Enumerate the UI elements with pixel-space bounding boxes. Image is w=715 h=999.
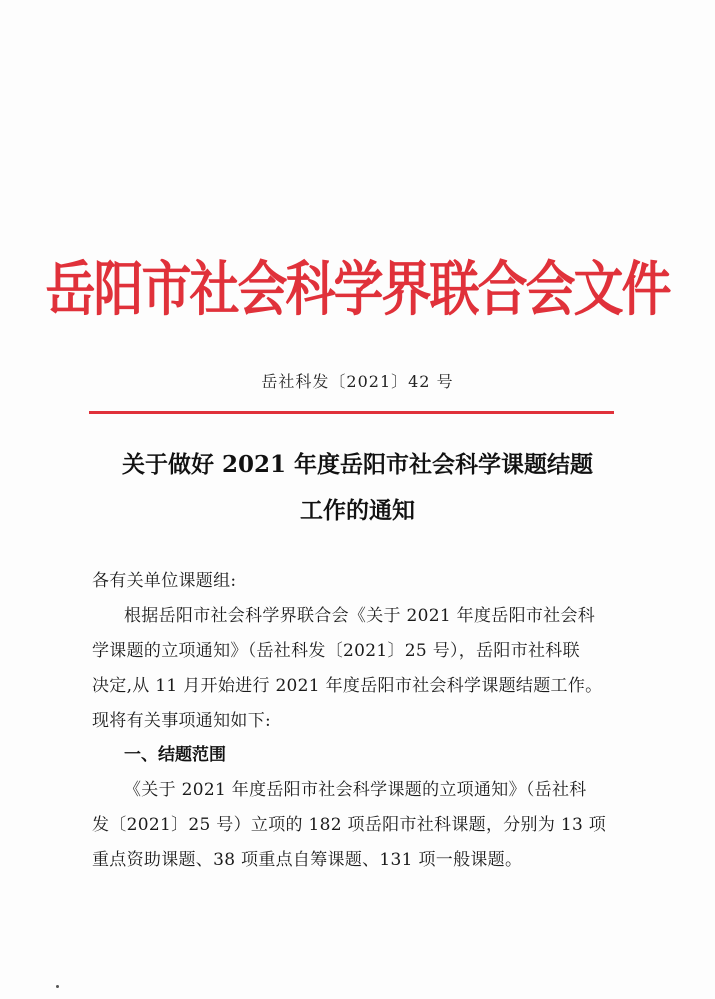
notice-title-line-1: 关于做好 2021 年度岳阳市社会科学课题结题 (121, 451, 594, 478)
paragraph-1-line-1: 根据岳阳市社会科学界联合会《关于 2021 年度岳阳市社会科 (124, 606, 596, 626)
paragraph-2-line-2: 发〔2021〕25 号）立项的 182 项岳阳市社科课题，分别为 13 项 (92, 815, 607, 835)
paragraph-2-line-1: 《关于 2021 年度岳阳市社会科学课题的立项通知》（岳社科 (124, 780, 587, 800)
red-divider-rule (89, 411, 614, 414)
salutation: 各有关单位课题组: (92, 571, 237, 591)
org-header-title: 岳阳市社会科学界联合会文件 (45, 254, 670, 324)
notice-title-line-2: 工作的通知 (300, 497, 415, 524)
section-1-heading: 一、结题范围 (124, 745, 226, 765)
paragraph-2-line-3: 重点资助课题、38 项重点自筹课题、131 项一般课题。 (92, 850, 523, 870)
paragraph-1-line-4: 现将有关事项通知如下: (92, 711, 272, 731)
paragraph-1-line-2: 学课题的立项通知》（岳社科发〔2021〕25 号），岳阳市社科联 (92, 641, 580, 661)
document-number: 岳社科发〔2021〕42 号 (261, 372, 454, 391)
scan-speck (56, 985, 59, 988)
paragraph-1-line-3: 决定,从 11 月开始进行 2021 年度岳阳市社会科学课题结题工作。 (92, 676, 603, 696)
